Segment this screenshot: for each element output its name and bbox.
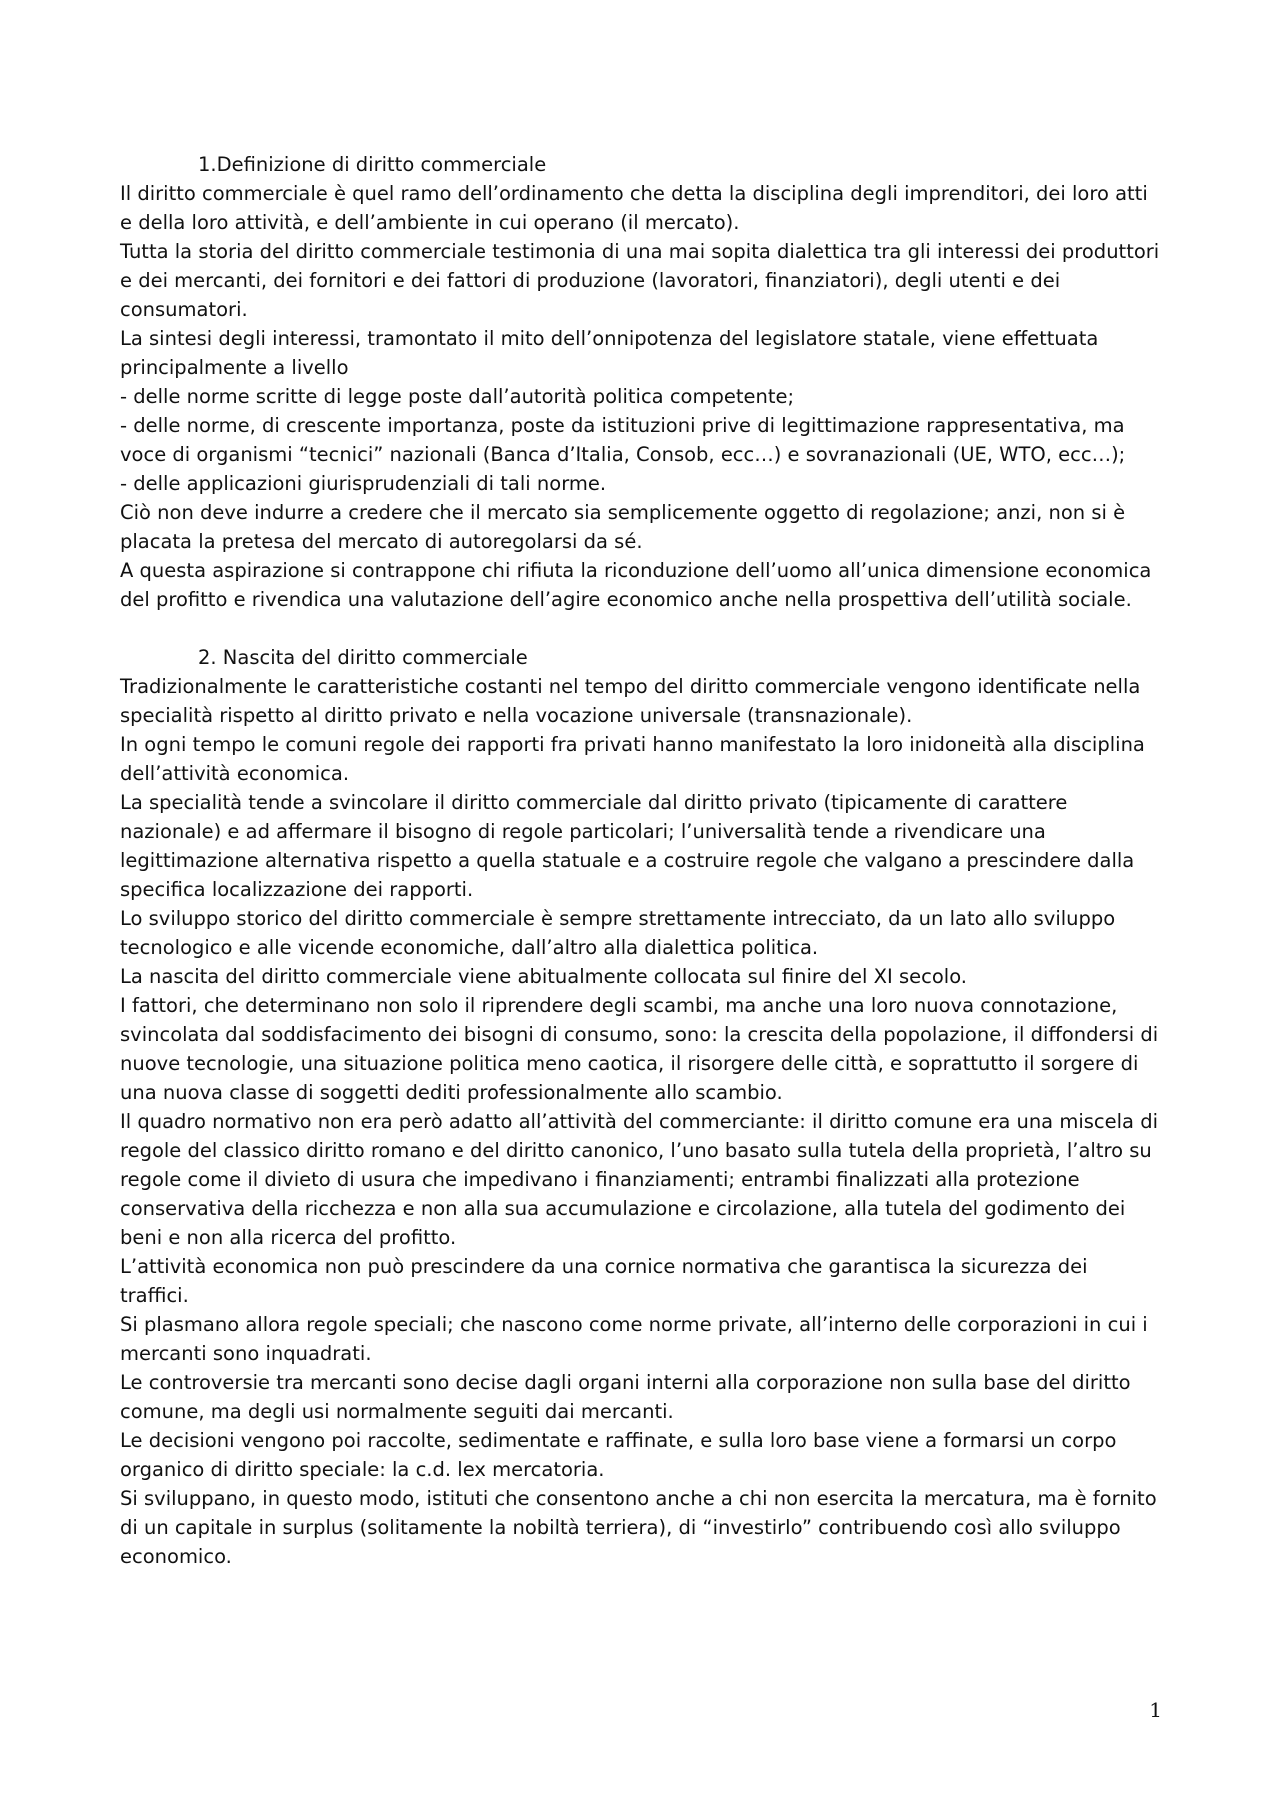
section-2-paragraph: La specialità tende a svincolare il diritto commerciale dal diritto privato (tipicamente di carattere nazionale) e ad affermare il bisogno di regole particolari; l’universalità tende a rivendicare una legittimazione alternativa rispetto a quella statuale e a costruire regole che valgano a prescindere dalla specifica localizzazione dei rapporti. bbox=[120, 791, 1135, 901]
section-1-list-item: - delle applicazioni giurisprudenziali di tali norme. bbox=[120, 472, 607, 495]
section-2-paragraph: La nascita del diritto commerciale viene abitualmente collocata sul finire del XI secolo. bbox=[120, 965, 967, 988]
section-1-heading: 1.Definizione di diritto commerciale bbox=[198, 153, 547, 176]
section-2-paragraph: L’attività economica non può prescindere da una cornice normativa che garantisca la sicurezza dei traffici. bbox=[120, 1255, 1088, 1307]
section-1-list-item: - delle norme, di crescente importanza, poste da istituzioni prive di legittimazione rappresentativa, ma voce di organismi “tecnici” nazionali (Banca d’Italia, Consob, ecc…) e sovranazionali (UE, WTO, ecc…); bbox=[120, 414, 1126, 466]
section-2-paragraph: Il quadro normativo non era però adatto all’attività del commerciante: il diritto comune era una miscela di regole del classico diritto romano e del diritto canonico, l’uno basato sulla tutela della proprietà, l’altro su regole come il divieto di usura che impedivano i finanziamenti; entrambi finalizzati alla protezione conservativa della ricchezza e non alla sua accumulazione e circolazione, alla tutela del godimento dei beni e non alla ricerca del profitto. bbox=[120, 1110, 1158, 1249]
section-2-paragraph: Si plasmano allora regole speciali; che nascono come norme private, all’interno delle corporazioni in cui i mercanti sono inquadrati. bbox=[120, 1313, 1148, 1365]
page-number: 1 bbox=[1149, 1698, 1162, 1722]
section-2-paragraph: In ogni tempo le comuni regole dei rapporti fra privati hanno manifestato la loro inidoneità alla disciplina dell’attività economica. bbox=[120, 733, 1145, 785]
section-2-paragraph: Lo sviluppo storico del diritto commerciale è sempre strettamente intrecciato, da un lato allo sviluppo tecnologico e alle vicende economiche, dall’altro alla dialettica politica. bbox=[120, 907, 1116, 959]
section-1-list-item: - delle norme scritte di legge poste dall’autorità politica competente; bbox=[120, 385, 795, 408]
section-2-heading: 2. Nascita del diritto commerciale bbox=[198, 646, 528, 669]
section-2-paragraph: Le controversie tra mercanti sono decise dagli organi interni alla corporazione non sulla base del diritto comune, ma degli usi normalmente seguiti dai mercanti. bbox=[120, 1371, 1131, 1423]
document-body bbox=[120, 150, 1160, 1571]
section-2-paragraph: Si sviluppano, in questo modo, istituti che consentono anche a chi non esercita la mercatura, ma è fornito di un capitale in surplus (solitamente la nobiltà terriera), di “investirlo” contribuendo così allo sviluppo economico. bbox=[120, 1487, 1157, 1568]
section-2-paragraph: I fattori, che determinano non solo il riprendere degli scambi, ma anche una loro nuova connotazione, svincolata dal soddisfacimento dei bisogni di consumo, sono: la crescita della popolazione, il diffondersi di nuove tecnologie, una situazione politica meno caotica, il risorgere delle città, e soprattutto il sorgere di una nuova classe di soggetti dediti professionalmente allo scambio. bbox=[120, 994, 1159, 1104]
section-1-paragraph: Tutta la storia del diritto commerciale testimonia di una mai sopita dialettica tra gli interessi dei produttori e dei mercanti, dei fornitori e dei fattori di produzione (lavoratori, finanziatori), degli utenti e dei consumatori. bbox=[120, 240, 1160, 321]
section-1-paragraph: Il diritto commerciale è quel ramo dell’ordinamento che detta la disciplina degli imprenditori, dei loro atti e della loro attività, e dell’ambiente in cui operano (il mercato). bbox=[120, 182, 1148, 234]
section-1-paragraph: La sintesi degli interessi, tramontato il mito dell’onnipotenza del legislatore statale, viene effettuata principalmente a livello bbox=[120, 327, 1099, 379]
section-1-paragraph: Ciò non deve indurre a credere che il mercato sia semplicemente oggetto di regolazione; anzi, non si è placata la pretesa del mercato di autoregolarsi da sé. bbox=[120, 501, 1126, 553]
section-spacer bbox=[120, 614, 1160, 643]
section-2-paragraph: Tradizionalmente le caratteristiche costanti nel tempo del diritto commerciale vengono identificate nella specialità rispetto al diritto privato e nella vocazione universale (transnazionale). bbox=[120, 675, 1141, 727]
section-2-paragraph: Le decisioni vengono poi raccolte, sedimentate e raffinate, e sulla loro base viene a formarsi un corpo organico di diritto speciale: la c.d. lex mercatoria. bbox=[120, 1429, 1117, 1481]
section-1-paragraph: A questa aspirazione si contrappone chi rifiuta la riconduzione dell’uomo all’unica dimensione economica del profitto e rivendica una valutazione dell’agire economico anche nella prospettiva dell’utilità sociale. bbox=[120, 559, 1152, 611]
